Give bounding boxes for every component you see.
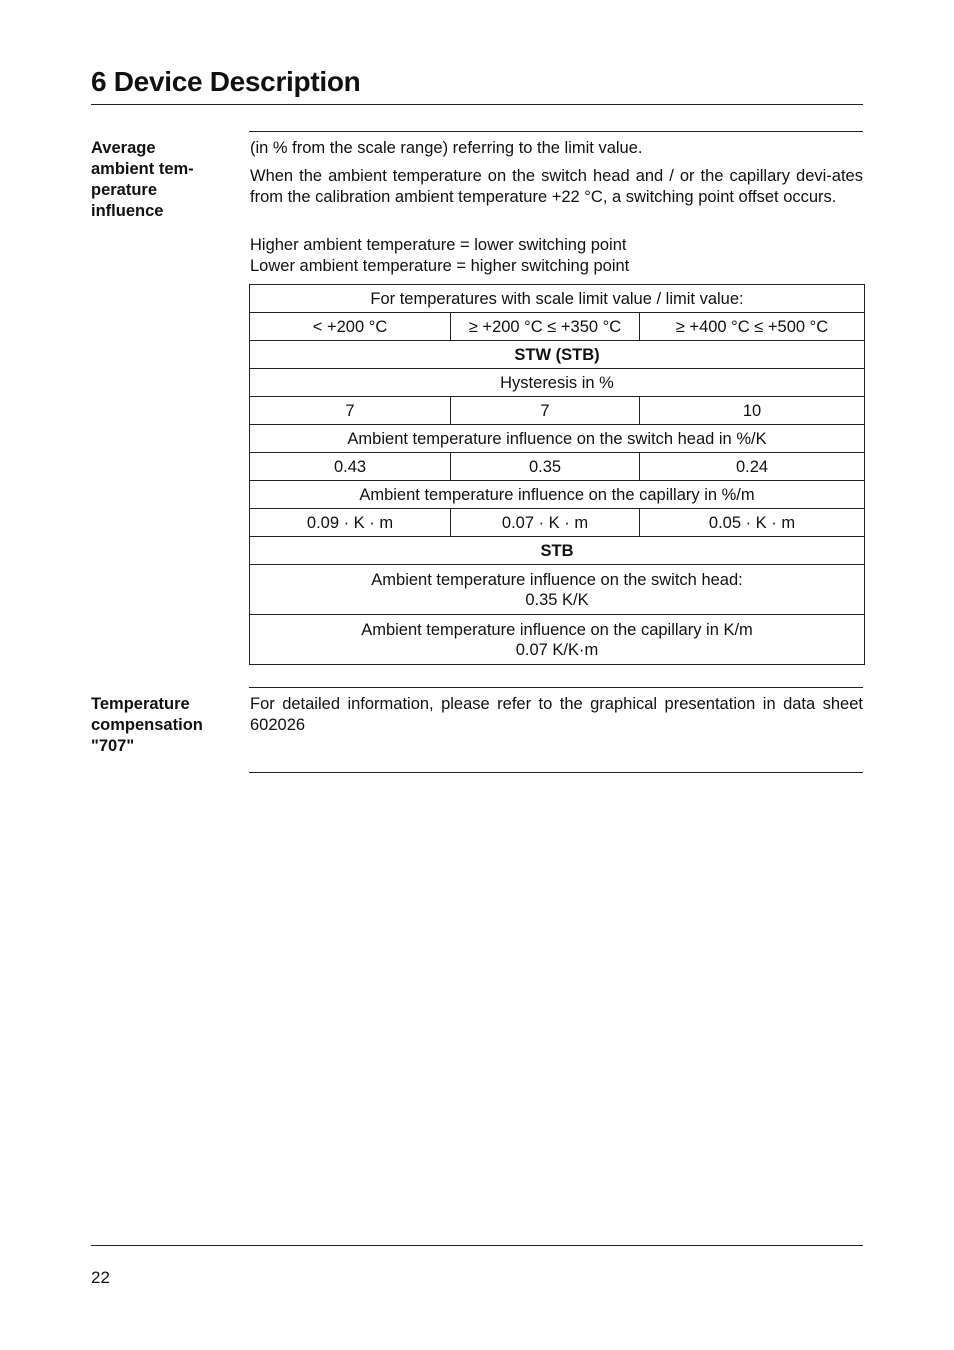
section-2-text: For detailed information, please refer to the graphical presentation in data sheet 602026 xyxy=(250,695,863,734)
head-influence-label-cell: Ambient temperature influence on the switch head in %/K xyxy=(250,425,865,453)
hysteresis-label-cell: Hysteresis in % xyxy=(250,369,865,397)
stw-title-cell: STW (STB) xyxy=(250,341,865,369)
relation-line: Higher ambient temperature = lower switching point xyxy=(250,236,627,254)
table-row xyxy=(250,369,865,397)
table-row xyxy=(250,481,865,509)
section-2-top-rule xyxy=(249,687,863,688)
table-row xyxy=(250,341,865,369)
hysteresis-value-cell: 7 xyxy=(451,397,640,425)
table-row xyxy=(250,565,865,615)
stb-capillary-value: 0.07 K/K·m xyxy=(515,640,599,659)
section-1-label-line: ambient tem- xyxy=(91,160,194,178)
stb-head-value: 0.35 K/K xyxy=(525,590,589,609)
table-header-cell: For temperatures with scale limit value / limit value: xyxy=(250,285,865,313)
section-1-label-line: Average xyxy=(91,139,156,157)
head-influence-value-cell: 0.43 xyxy=(250,453,451,481)
section-2-bottom-rule xyxy=(249,772,863,773)
table-row xyxy=(250,397,865,425)
stb-capillary-label: Ambient temperature influence on the capillary in K/m xyxy=(361,620,753,639)
section-1-label-line: influence xyxy=(91,202,164,220)
capillary-influence-value-cell: 0.07 · K · m xyxy=(451,509,640,537)
capillary-influence-value-cell: 0.09 · K · m xyxy=(250,509,451,537)
section-2-label-line: compensation xyxy=(91,716,203,734)
table-row xyxy=(250,285,865,313)
head-influence-value-cell: 0.24 xyxy=(640,453,865,481)
column-range-cell: < +200 °C xyxy=(250,313,451,341)
header-rule xyxy=(91,104,863,105)
stb-capillary-cell xyxy=(250,615,865,665)
section-1-intro: (in % from the scale range) referring to the limit value. xyxy=(250,139,643,157)
head-influence-value-cell: 0.35 xyxy=(451,453,640,481)
table-row xyxy=(250,537,865,565)
section-2-label-line: "707" xyxy=(91,737,135,755)
table-row xyxy=(250,615,865,665)
section-1-relations xyxy=(250,235,863,276)
table-row xyxy=(250,453,865,481)
capillary-influence-value-cell: 0.05 · K · m xyxy=(640,509,865,537)
stb-title-cell: STB xyxy=(250,537,865,565)
table-row xyxy=(250,313,865,341)
capillary-influence-label-cell: Ambient temperature influence on the capillary in %/m xyxy=(250,481,865,509)
hysteresis-value-cell: 10 xyxy=(640,397,865,425)
section-1-top-rule xyxy=(249,131,863,132)
hysteresis-value-cell: 7 xyxy=(250,397,451,425)
page-title: 6 Device Description xyxy=(91,66,361,97)
stb-head-cell xyxy=(250,565,865,615)
column-range-cell: ≥ +200 °C ≤ +350 °C xyxy=(451,313,640,341)
section-1-label-line: perature xyxy=(91,181,158,199)
column-range-cell: ≥ +400 °C ≤ +500 °C xyxy=(640,313,865,341)
stb-head-label: Ambient temperature influence on the switch head: xyxy=(371,570,743,589)
section-1-label xyxy=(91,138,231,222)
footer-rule xyxy=(91,1245,863,1246)
section-2-label-line: Temperature xyxy=(91,695,190,713)
page-number: 22 xyxy=(91,1268,110,1287)
table-row xyxy=(250,425,865,453)
temperature-influence-table xyxy=(249,284,865,665)
table-row xyxy=(250,509,865,537)
section-1-paragraph: When the ambient temperature on the switch head and / or the capillary devi-ates from the calibration ambient temperature +22 °C, a switching point offset occurs. xyxy=(250,167,863,206)
section-2-label xyxy=(91,694,231,757)
relation-line: Lower ambient temperature = higher switching point xyxy=(250,256,630,275)
